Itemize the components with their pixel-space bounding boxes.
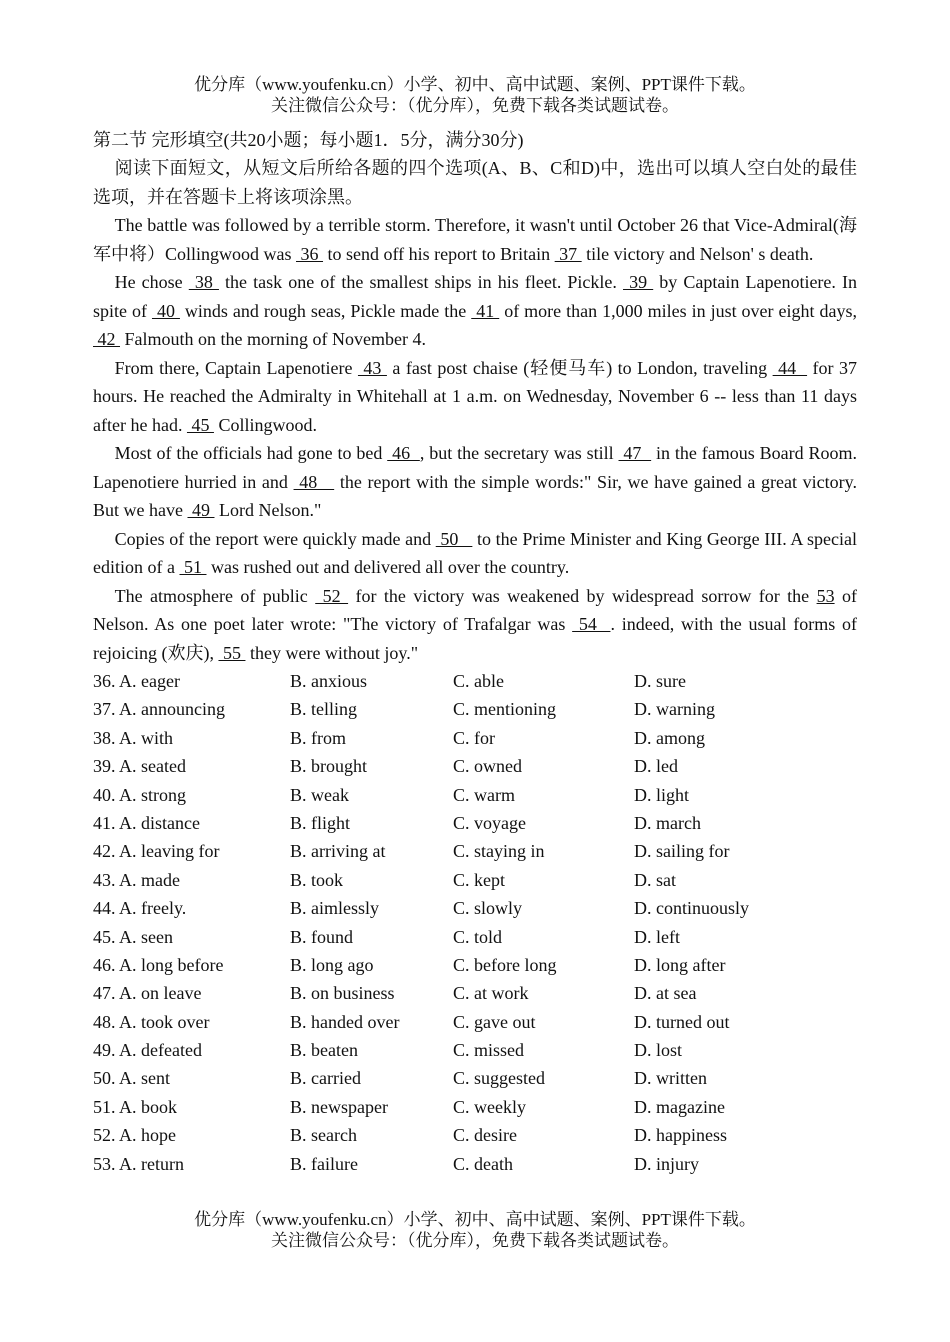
option-a: 37. A. announcing <box>93 699 225 720</box>
answer-blank: 44 <box>772 357 808 378</box>
option-b: B. found <box>290 926 353 947</box>
answer-blank: 43 <box>357 357 387 378</box>
option-c: C. slowly <box>453 898 523 919</box>
option-a: 45. A. seen <box>93 926 173 947</box>
option-row <box>93 1008 857 1036</box>
option-b: B. flight <box>290 812 351 833</box>
option-row <box>93 809 857 837</box>
passage-text: of Nelson. As one poet later wrote: "The victory of Trafalgar was <box>93 585 857 634</box>
answer-blank: 51 <box>179 557 207 577</box>
option-b: B. brought <box>290 756 368 777</box>
option-row <box>93 752 857 780</box>
passage-text: to send off his report to Britain <box>323 243 555 264</box>
option-row <box>93 667 857 695</box>
passage-text: Lord Nelson." <box>214 500 322 520</box>
option-d: D. sailing for <box>634 841 730 862</box>
passage-text: Collingwood. <box>213 414 317 435</box>
passage-text: Copies of the report were quickly made and <box>114 528 436 549</box>
option-c: C. mentioning <box>453 699 556 720</box>
answer-blank: 50 <box>435 528 473 549</box>
option-d: D. continuously <box>634 898 749 919</box>
option-d: D. happiness <box>634 1125 727 1146</box>
passage-text: they were without joy." <box>245 642 419 663</box>
passage-text: by Captain Lapenotiere. In spite of <box>93 272 858 321</box>
option-c: C. suggested <box>453 1068 545 1089</box>
option-c: C. weekly <box>453 1096 526 1117</box>
option-b: B. long ago <box>290 954 374 975</box>
option-a: 53. A. return <box>93 1153 184 1174</box>
passage-text: of more than 1,000 miles in just over eight days, <box>499 300 857 321</box>
option-row <box>93 1121 857 1149</box>
passage-text: He chose <box>114 272 189 292</box>
passage-text: The battle was followed by a terrible storm. Therefore, it wasn't until October 26 that Vice-Admiral(海军中将）Collingwood was <box>93 215 857 264</box>
option-row <box>93 951 857 979</box>
option-c: C. owned <box>453 756 522 777</box>
option-a: 49. A. defeated <box>93 1040 202 1061</box>
option-row <box>93 837 857 865</box>
option-c: C. missed <box>453 1040 525 1061</box>
passage-text: winds and rough seas, Pickle made the <box>179 300 472 321</box>
option-row <box>93 695 857 723</box>
option-b: B. took <box>290 869 344 890</box>
option-b: B. weak <box>290 784 349 805</box>
option-a: 47. A. on leave <box>93 983 202 1004</box>
option-b: B. aimlessly <box>290 898 379 919</box>
passage-text: The atmosphere of public <box>114 585 316 606</box>
option-c: C. voyage <box>453 812 526 833</box>
passage-paragraph-6 <box>93 582 857 668</box>
answer-blank: 40 <box>151 300 180 321</box>
option-d: D. led <box>634 756 678 777</box>
section-instruction: 阅读下面短文，从短文后所给各题的四个选项(A、B、C和D)中，选出可以填人空白处的最佳选项，并在答题卡上将该项涂黑。 <box>93 158 857 207</box>
document-page <box>93 74 857 1178</box>
passage-text: From there, Captain Lapenotiere <box>114 357 358 378</box>
option-a: 52. A. hope <box>93 1125 176 1146</box>
option-b: B. carried <box>290 1068 361 1089</box>
passage-text: Most of the officials had gone to bed <box>114 443 388 463</box>
passage-text: the task one of the smallest ships in his fleet. Pickle. <box>218 272 624 292</box>
option-a: 44. A. freely. <box>93 898 187 919</box>
passage-paragraph-1 <box>93 211 857 268</box>
option-d: D. magazine <box>634 1096 725 1117</box>
option-b: B. from <box>290 727 346 748</box>
answer-blank: 46 <box>387 443 420 463</box>
page-footer <box>93 1209 857 1251</box>
option-a: 43. A. made <box>93 869 180 890</box>
option-b: B. beaten <box>290 1040 358 1061</box>
option-c: C. able <box>453 671 504 691</box>
option-a: 40. A. strong <box>93 784 187 805</box>
option-row <box>93 1093 857 1121</box>
passage-text: was rushed out and delivered all over the country. <box>206 557 570 577</box>
page-header <box>93 74 857 116</box>
option-a: 36. A. eager <box>93 671 180 691</box>
option-c: C. warm <box>453 784 515 805</box>
option-d: D. at sea <box>634 983 697 1004</box>
answer-blank: 53 <box>816 585 835 606</box>
option-d: D. left <box>634 926 680 947</box>
option-d: D. march <box>634 812 701 833</box>
option-d: D. light <box>634 784 690 805</box>
option-d: D. sure <box>634 671 686 691</box>
answer-blank: 54 <box>572 614 611 634</box>
footer-line-1: 优分库（www.youfenku.cn）小学、初中、高中试题、案例、PPT课件下载。 <box>194 1210 756 1229</box>
option-row <box>93 1036 857 1064</box>
passage-text: to the Prime Minister and King George III. A special edition of a <box>93 528 857 577</box>
answer-blank: 39 <box>623 272 654 292</box>
footer-line-2: 关注微信公众号：（优分库），免费下载各类试题试卷。 <box>271 1231 679 1250</box>
option-c: C. before long <box>453 954 557 975</box>
passage-text: for the victory was weakened by widespread sorrow for the <box>348 585 817 606</box>
answer-blank: 45 <box>186 414 214 435</box>
option-d: D. lost <box>634 1040 683 1061</box>
answer-blank: 42 <box>93 329 120 349</box>
option-c: C. at work <box>453 983 529 1004</box>
passage-text: tile victory and Nelson' s death. <box>581 243 814 264</box>
option-a: 51. A. book <box>93 1096 178 1117</box>
answer-blank: 41 <box>471 300 500 321</box>
passage-paragraph-4 <box>93 439 857 525</box>
answer-blank: 47 <box>618 443 652 463</box>
option-row <box>93 781 857 809</box>
option-row <box>93 979 857 1007</box>
answer-blank: 52 <box>315 585 349 606</box>
option-b: B. anxious <box>290 671 368 691</box>
option-c: C. staying in <box>453 841 545 862</box>
passage-text: for 37 hours. He reached the Admiralty in Whitehall at 1 a.m. on Wednesday, November 6 -- less than 11 days after he had. <box>93 357 858 435</box>
section-title: 第二节 完形填空(共20小题；每小题1．5分，满分30分) <box>93 130 524 150</box>
answer-blank: 55 <box>218 642 246 663</box>
option-row <box>93 1150 857 1178</box>
option-row <box>93 866 857 894</box>
passage-text: in the famous Board Room. Lapenotiere hurried in and <box>93 443 857 492</box>
option-d: D. turned out <box>634 1011 730 1032</box>
option-d: D. written <box>634 1068 707 1089</box>
option-c: C. death <box>453 1153 513 1174</box>
option-d: D. long after <box>634 954 726 975</box>
option-d: D. sat <box>634 869 676 890</box>
option-c: C. gave out <box>453 1011 536 1032</box>
passage-paragraph-3 <box>93 354 857 440</box>
passage-text: a fast post chaise (轻便马车) to London, traveling <box>386 357 773 378</box>
option-a: 46. A. long before <box>93 954 224 975</box>
option-row <box>93 894 857 922</box>
option-c: C. for <box>453 727 495 748</box>
option-a: 42. A. leaving for <box>93 841 220 862</box>
header-line-1: 优分库（www.youfenku.cn）小学、初中、高中试题、案例、PPT课件下载。 <box>194 75 756 94</box>
option-b: B. newspaper <box>290 1096 388 1117</box>
passage-text: Falmouth on the morning of November 4. <box>120 329 426 349</box>
option-a: 50. A. sent <box>93 1068 171 1089</box>
option-d: D. among <box>634 727 705 748</box>
answer-options <box>93 667 857 1178</box>
answer-blank: 37 <box>554 243 582 264</box>
answer-blank: 36 <box>296 243 324 264</box>
option-b: B. arriving at <box>290 841 386 862</box>
option-a: 39. A. seated <box>93 756 186 777</box>
passage-paragraph-2 <box>93 268 857 354</box>
option-c: C. kept <box>453 869 505 890</box>
option-d: D. warning <box>634 699 715 720</box>
option-a: 38. A. with <box>93 727 174 748</box>
passage-text: . indeed, with the usual forms of rejoicing (欢庆), <box>93 614 857 663</box>
option-row <box>93 923 857 951</box>
option-row <box>93 724 857 752</box>
option-b: B. telling <box>290 699 357 720</box>
option-row <box>93 1064 857 1092</box>
option-c: C. desire <box>453 1125 517 1146</box>
option-c: C. told <box>453 926 503 947</box>
option-d: D. injury <box>634 1153 699 1174</box>
option-b: B. search <box>290 1125 357 1146</box>
option-a: 41. A. distance <box>93 812 200 833</box>
answer-blank: 48 <box>293 471 335 492</box>
option-a: 48. A. took over <box>93 1011 210 1032</box>
answer-blank: 49 <box>187 500 215 520</box>
passage-paragraph-5 <box>93 525 857 582</box>
passage-text: , but the secretary was still <box>419 443 619 463</box>
header-line-2: 关注微信公众号：（优分库），免费下载各类试题试卷。 <box>271 96 679 115</box>
option-b: B. handed over <box>290 1011 400 1032</box>
option-b: B. on business <box>290 983 395 1004</box>
option-b: B. failure <box>290 1153 358 1174</box>
passage-text: the report with the simple words:" Sir, we have gained a great victory. But we have <box>93 471 857 520</box>
answer-blank: 38 <box>188 272 219 292</box>
